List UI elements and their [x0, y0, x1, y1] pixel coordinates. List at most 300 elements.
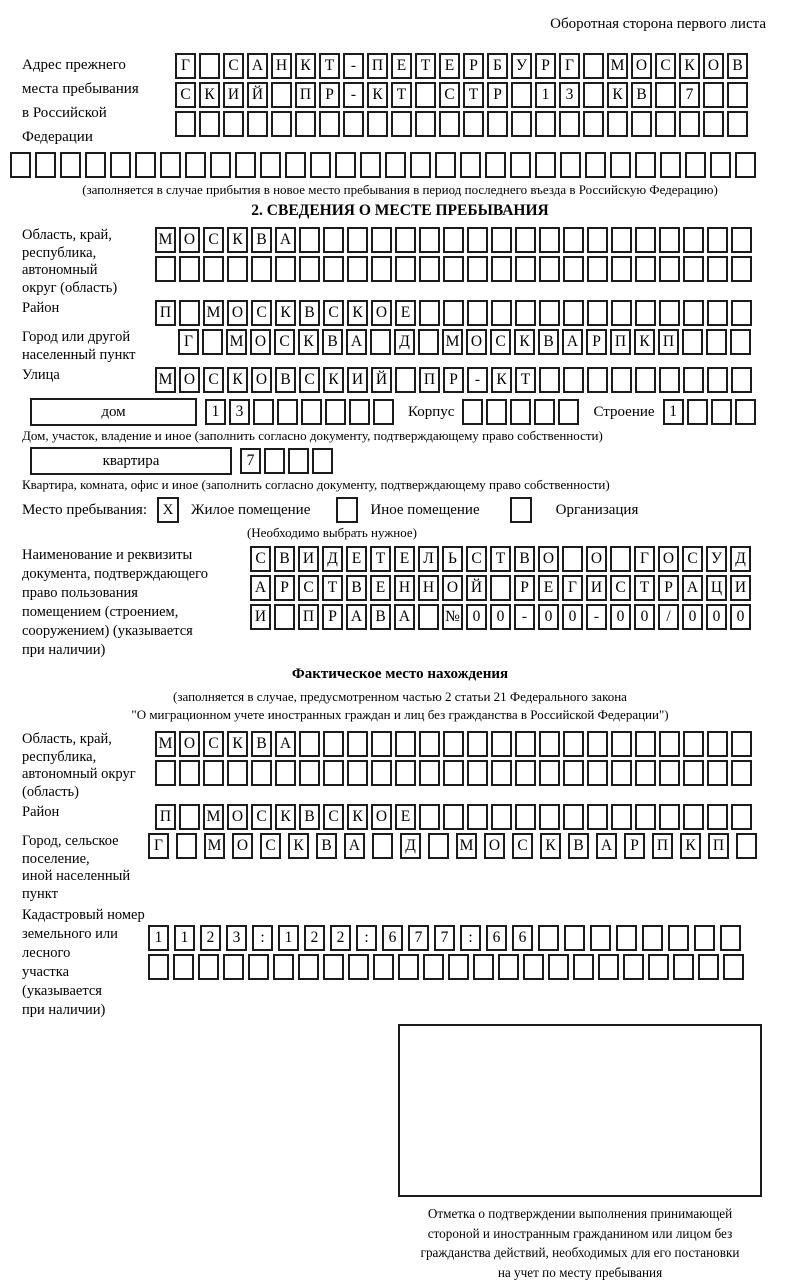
- char-cell[interactable]: [735, 152, 756, 178]
- char-cell[interactable]: [710, 152, 731, 178]
- char-cell[interactable]: [198, 954, 219, 980]
- char-cell[interactable]: /: [658, 604, 679, 630]
- char-cell[interactable]: С: [512, 833, 533, 859]
- char-cell[interactable]: [443, 227, 464, 253]
- char-cell[interactable]: [462, 399, 483, 425]
- char-cell[interactable]: Т: [370, 546, 391, 572]
- char-cell[interactable]: [731, 256, 752, 282]
- char-cell[interactable]: [247, 111, 268, 137]
- char-cell[interactable]: [548, 954, 569, 980]
- char-cell[interactable]: 1: [278, 925, 299, 951]
- char-cell[interactable]: [467, 804, 488, 830]
- char-cell[interactable]: Й: [466, 575, 487, 601]
- char-cell[interactable]: [515, 300, 536, 326]
- char-cell[interactable]: [323, 256, 344, 282]
- char-cell[interactable]: П: [652, 833, 673, 859]
- char-cell[interactable]: [539, 760, 560, 786]
- char-cell[interactable]: 1: [174, 925, 195, 951]
- char-cell[interactable]: [10, 152, 31, 178]
- char-cell[interactable]: [467, 256, 488, 282]
- char-cell[interactable]: [648, 954, 669, 980]
- char-cell[interactable]: [683, 804, 704, 830]
- other-premises-checkbox[interactable]: [336, 497, 358, 523]
- char-cell[interactable]: 3: [226, 925, 247, 951]
- char-cell[interactable]: [539, 731, 560, 757]
- char-cell[interactable]: [558, 399, 579, 425]
- char-cell[interactable]: [248, 954, 269, 980]
- char-cell[interactable]: [515, 804, 536, 830]
- char-cell[interactable]: А: [275, 731, 296, 757]
- char-cell[interactable]: В: [274, 546, 295, 572]
- char-cell[interactable]: Т: [490, 546, 511, 572]
- char-cell[interactable]: [659, 367, 680, 393]
- char-cell[interactable]: [419, 256, 440, 282]
- char-cell[interactable]: [467, 731, 488, 757]
- char-cell[interactable]: [418, 329, 439, 355]
- char-cell[interactable]: [373, 954, 394, 980]
- char-cell[interactable]: [563, 256, 584, 282]
- char-cell[interactable]: М: [204, 833, 225, 859]
- char-cell[interactable]: [370, 329, 391, 355]
- char-cell[interactable]: [731, 731, 752, 757]
- char-cell[interactable]: [731, 760, 752, 786]
- char-cell[interactable]: [371, 731, 392, 757]
- char-cell[interactable]: [323, 731, 344, 757]
- char-cell[interactable]: [539, 804, 560, 830]
- char-cell[interactable]: О: [586, 546, 607, 572]
- char-cell[interactable]: О: [484, 833, 505, 859]
- char-cell[interactable]: [491, 300, 512, 326]
- char-cell[interactable]: Н: [271, 53, 292, 79]
- char-cell[interactable]: [323, 760, 344, 786]
- char-cell[interactable]: [395, 367, 416, 393]
- char-cell[interactable]: 2: [200, 925, 221, 951]
- char-cell[interactable]: М: [203, 300, 224, 326]
- char-cell[interactable]: Р: [487, 82, 508, 108]
- char-cell[interactable]: [610, 152, 631, 178]
- char-cell[interactable]: К: [347, 804, 368, 830]
- char-cell[interactable]: [563, 367, 584, 393]
- char-cell[interactable]: С: [466, 546, 487, 572]
- char-cell[interactable]: [706, 329, 727, 355]
- char-cell[interactable]: [323, 954, 344, 980]
- organization-checkbox[interactable]: [510, 497, 532, 523]
- char-cell[interactable]: П: [298, 604, 319, 630]
- char-cell[interactable]: -: [467, 367, 488, 393]
- char-cell[interactable]: Н: [394, 575, 415, 601]
- char-cell[interactable]: 0: [490, 604, 511, 630]
- char-cell[interactable]: П: [610, 329, 631, 355]
- char-cell[interactable]: [299, 731, 320, 757]
- char-cell[interactable]: С: [299, 367, 320, 393]
- char-cell[interactable]: [371, 760, 392, 786]
- char-cell[interactable]: Д: [730, 546, 751, 572]
- char-cell[interactable]: [491, 760, 512, 786]
- char-cell[interactable]: К: [227, 731, 248, 757]
- char-cell[interactable]: К: [295, 53, 316, 79]
- char-cell[interactable]: [185, 152, 206, 178]
- char-cell[interactable]: К: [298, 329, 319, 355]
- char-cell[interactable]: [515, 760, 536, 786]
- char-cell[interactable]: [419, 227, 440, 253]
- char-cell[interactable]: [490, 575, 511, 601]
- char-cell[interactable]: В: [727, 53, 748, 79]
- char-cell[interactable]: [731, 804, 752, 830]
- char-cell[interactable]: [587, 804, 608, 830]
- char-cell[interactable]: Б: [487, 53, 508, 79]
- char-cell[interactable]: [563, 760, 584, 786]
- char-cell[interactable]: [463, 111, 484, 137]
- char-cell[interactable]: Л: [418, 546, 439, 572]
- char-cell[interactable]: С: [490, 329, 511, 355]
- char-cell[interactable]: [611, 227, 632, 253]
- char-cell[interactable]: [723, 954, 744, 980]
- char-cell[interactable]: А: [596, 833, 617, 859]
- char-cell[interactable]: [731, 367, 752, 393]
- char-cell[interactable]: [373, 399, 394, 425]
- char-cell[interactable]: [347, 760, 368, 786]
- char-cell[interactable]: Е: [346, 546, 367, 572]
- char-cell[interactable]: Г: [148, 833, 169, 859]
- char-cell[interactable]: [335, 152, 356, 178]
- char-cell[interactable]: [391, 111, 412, 137]
- char-cell[interactable]: -: [514, 604, 535, 630]
- char-cell[interactable]: [515, 256, 536, 282]
- char-cell[interactable]: [203, 760, 224, 786]
- char-cell[interactable]: [673, 954, 694, 980]
- char-cell[interactable]: [587, 300, 608, 326]
- char-cell[interactable]: Р: [463, 53, 484, 79]
- char-cell[interactable]: К: [607, 82, 628, 108]
- char-cell[interactable]: [419, 731, 440, 757]
- char-cell[interactable]: Е: [395, 804, 416, 830]
- char-cell[interactable]: [487, 111, 508, 137]
- char-cell[interactable]: А: [346, 329, 367, 355]
- char-cell[interactable]: [203, 256, 224, 282]
- char-cell[interactable]: О: [538, 546, 559, 572]
- char-cell[interactable]: [711, 399, 732, 425]
- char-cell[interactable]: К: [275, 804, 296, 830]
- char-cell[interactable]: [398, 954, 419, 980]
- char-cell[interactable]: О: [179, 367, 200, 393]
- char-cell[interactable]: [299, 256, 320, 282]
- char-cell[interactable]: №: [442, 604, 463, 630]
- char-cell[interactable]: [679, 111, 700, 137]
- char-cell[interactable]: [659, 804, 680, 830]
- char-cell[interactable]: Т: [463, 82, 484, 108]
- char-cell[interactable]: [347, 227, 368, 253]
- char-cell[interactable]: 3: [559, 82, 580, 108]
- char-cell[interactable]: [510, 399, 531, 425]
- char-cell[interactable]: [410, 152, 431, 178]
- char-cell[interactable]: В: [299, 804, 320, 830]
- char-cell[interactable]: [659, 731, 680, 757]
- char-cell[interactable]: И: [347, 367, 368, 393]
- char-cell[interactable]: [611, 760, 632, 786]
- char-cell[interactable]: С: [223, 53, 244, 79]
- char-cell[interactable]: О: [179, 227, 200, 253]
- char-cell[interactable]: О: [227, 804, 248, 830]
- char-cell[interactable]: [642, 925, 663, 951]
- char-cell[interactable]: [347, 256, 368, 282]
- char-cell[interactable]: [560, 152, 581, 178]
- char-cell[interactable]: [590, 925, 611, 951]
- char-cell[interactable]: [510, 152, 531, 178]
- char-cell[interactable]: С: [323, 300, 344, 326]
- char-cell[interactable]: Н: [418, 575, 439, 601]
- char-cell[interactable]: [707, 804, 728, 830]
- char-cell[interactable]: П: [658, 329, 679, 355]
- char-cell[interactable]: С: [682, 546, 703, 572]
- char-cell[interactable]: 6: [512, 925, 533, 951]
- char-cell[interactable]: О: [631, 53, 652, 79]
- char-cell[interactable]: [515, 731, 536, 757]
- char-cell[interactable]: [288, 448, 309, 474]
- char-cell[interactable]: [223, 954, 244, 980]
- char-cell[interactable]: В: [275, 367, 296, 393]
- char-cell[interactable]: [179, 300, 200, 326]
- char-cell[interactable]: Т: [322, 575, 343, 601]
- char-cell[interactable]: М: [607, 53, 628, 79]
- char-cell[interactable]: [583, 111, 604, 137]
- char-cell[interactable]: [683, 256, 704, 282]
- char-cell[interactable]: [271, 111, 292, 137]
- char-cell[interactable]: [110, 152, 131, 178]
- char-cell[interactable]: [703, 111, 724, 137]
- char-cell[interactable]: М: [155, 227, 176, 253]
- char-cell[interactable]: К: [367, 82, 388, 108]
- char-cell[interactable]: [631, 111, 652, 137]
- char-cell[interactable]: 0: [706, 604, 727, 630]
- char-cell[interactable]: В: [346, 575, 367, 601]
- char-cell[interactable]: В: [538, 329, 559, 355]
- char-cell[interactable]: У: [511, 53, 532, 79]
- char-cell[interactable]: [271, 82, 292, 108]
- char-cell[interactable]: [277, 399, 298, 425]
- char-cell[interactable]: [694, 925, 715, 951]
- char-cell[interactable]: [301, 399, 322, 425]
- char-cell[interactable]: [539, 256, 560, 282]
- char-cell[interactable]: П: [367, 53, 388, 79]
- char-cell[interactable]: К: [491, 367, 512, 393]
- char-cell[interactable]: [367, 111, 388, 137]
- char-cell[interactable]: [585, 152, 606, 178]
- char-cell[interactable]: [611, 367, 632, 393]
- char-cell[interactable]: 7: [240, 448, 261, 474]
- char-cell[interactable]: Р: [624, 833, 645, 859]
- char-cell[interactable]: 1: [663, 399, 684, 425]
- char-cell[interactable]: [583, 82, 604, 108]
- char-cell[interactable]: [227, 256, 248, 282]
- char-cell[interactable]: [418, 604, 439, 630]
- char-cell[interactable]: [720, 925, 741, 951]
- char-cell[interactable]: Е: [391, 53, 412, 79]
- char-cell[interactable]: [251, 760, 272, 786]
- char-cell[interactable]: А: [247, 53, 268, 79]
- char-cell[interactable]: [285, 152, 306, 178]
- char-cell[interactable]: О: [371, 300, 392, 326]
- char-cell[interactable]: [659, 300, 680, 326]
- char-cell[interactable]: [428, 833, 449, 859]
- char-cell[interactable]: [467, 300, 488, 326]
- char-cell[interactable]: [707, 367, 728, 393]
- char-cell[interactable]: П: [155, 300, 176, 326]
- char-cell[interactable]: Г: [559, 53, 580, 79]
- char-cell[interactable]: Р: [658, 575, 679, 601]
- char-cell[interactable]: [655, 82, 676, 108]
- char-cell[interactable]: Г: [562, 575, 583, 601]
- char-cell[interactable]: [439, 111, 460, 137]
- char-cell[interactable]: А: [562, 329, 583, 355]
- char-cell[interactable]: [443, 804, 464, 830]
- char-cell[interactable]: [275, 760, 296, 786]
- char-cell[interactable]: [253, 399, 274, 425]
- char-cell[interactable]: [260, 152, 281, 178]
- char-cell[interactable]: :: [356, 925, 377, 951]
- char-cell[interactable]: [360, 152, 381, 178]
- char-cell[interactable]: Е: [370, 575, 391, 601]
- char-cell[interactable]: -: [343, 82, 364, 108]
- char-cell[interactable]: :: [460, 925, 481, 951]
- char-cell[interactable]: Ц: [706, 575, 727, 601]
- char-cell[interactable]: [264, 448, 285, 474]
- char-cell[interactable]: П: [708, 833, 729, 859]
- char-cell[interactable]: [660, 152, 681, 178]
- char-cell[interactable]: 0: [466, 604, 487, 630]
- char-cell[interactable]: С: [655, 53, 676, 79]
- char-cell[interactable]: [635, 227, 656, 253]
- char-cell[interactable]: [731, 227, 752, 253]
- char-cell[interactable]: [635, 367, 656, 393]
- char-cell[interactable]: [443, 256, 464, 282]
- char-cell[interactable]: [135, 152, 156, 178]
- char-cell[interactable]: [486, 399, 507, 425]
- char-cell[interactable]: В: [299, 300, 320, 326]
- char-cell[interactable]: 7: [434, 925, 455, 951]
- char-cell[interactable]: [611, 731, 632, 757]
- char-cell[interactable]: В: [370, 604, 391, 630]
- char-cell[interactable]: К: [227, 367, 248, 393]
- char-cell[interactable]: П: [155, 804, 176, 830]
- char-cell[interactable]: М: [442, 329, 463, 355]
- char-cell[interactable]: В: [514, 546, 535, 572]
- char-cell[interactable]: [563, 227, 584, 253]
- char-cell[interactable]: Р: [319, 82, 340, 108]
- char-cell[interactable]: [635, 152, 656, 178]
- char-cell[interactable]: [685, 152, 706, 178]
- char-cell[interactable]: Р: [535, 53, 556, 79]
- char-cell[interactable]: [587, 731, 608, 757]
- char-cell[interactable]: [467, 227, 488, 253]
- char-cell[interactable]: С: [175, 82, 196, 108]
- char-cell[interactable]: [491, 804, 512, 830]
- char-cell[interactable]: М: [155, 367, 176, 393]
- char-cell[interactable]: [707, 227, 728, 253]
- char-cell[interactable]: [491, 256, 512, 282]
- char-cell[interactable]: Г: [178, 329, 199, 355]
- char-cell[interactable]: [707, 256, 728, 282]
- char-cell[interactable]: О: [442, 575, 463, 601]
- char-cell[interactable]: Р: [274, 575, 295, 601]
- char-cell[interactable]: К: [680, 833, 701, 859]
- char-cell[interactable]: [534, 399, 555, 425]
- char-cell[interactable]: К: [347, 300, 368, 326]
- char-cell[interactable]: [460, 152, 481, 178]
- char-cell[interactable]: 2: [330, 925, 351, 951]
- char-cell[interactable]: [148, 954, 169, 980]
- char-cell[interactable]: П: [419, 367, 440, 393]
- char-cell[interactable]: [687, 399, 708, 425]
- char-cell[interactable]: [419, 300, 440, 326]
- char-cell[interactable]: О: [703, 53, 724, 79]
- char-cell[interactable]: [731, 300, 752, 326]
- char-cell[interactable]: В: [631, 82, 652, 108]
- char-cell[interactable]: 6: [382, 925, 403, 951]
- char-cell[interactable]: 2: [304, 925, 325, 951]
- char-cell[interactable]: К: [288, 833, 309, 859]
- char-cell[interactable]: В: [322, 329, 343, 355]
- char-cell[interactable]: [473, 954, 494, 980]
- char-cell[interactable]: [443, 300, 464, 326]
- char-cell[interactable]: [371, 256, 392, 282]
- char-cell[interactable]: Е: [538, 575, 559, 601]
- char-cell[interactable]: [372, 833, 393, 859]
- char-cell[interactable]: О: [658, 546, 679, 572]
- char-cell[interactable]: [683, 731, 704, 757]
- char-cell[interactable]: М: [155, 731, 176, 757]
- char-cell[interactable]: [498, 954, 519, 980]
- char-cell[interactable]: [727, 111, 748, 137]
- char-cell[interactable]: [735, 399, 756, 425]
- char-cell[interactable]: [299, 227, 320, 253]
- char-cell[interactable]: [491, 227, 512, 253]
- char-cell[interactable]: [347, 731, 368, 757]
- char-cell[interactable]: [635, 256, 656, 282]
- char-cell[interactable]: 0: [682, 604, 703, 630]
- char-cell[interactable]: [562, 546, 583, 572]
- char-cell[interactable]: Ь: [442, 546, 463, 572]
- char-cell[interactable]: [274, 604, 295, 630]
- char-cell[interactable]: [202, 329, 223, 355]
- char-cell[interactable]: [227, 760, 248, 786]
- char-cell[interactable]: [443, 731, 464, 757]
- char-cell[interactable]: И: [223, 82, 244, 108]
- char-cell[interactable]: [659, 256, 680, 282]
- char-cell[interactable]: [85, 152, 106, 178]
- char-cell[interactable]: [707, 760, 728, 786]
- char-cell[interactable]: [348, 954, 369, 980]
- char-cell[interactable]: Е: [394, 546, 415, 572]
- char-cell[interactable]: [523, 954, 544, 980]
- char-cell[interactable]: [635, 731, 656, 757]
- char-cell[interactable]: [467, 760, 488, 786]
- char-cell[interactable]: [349, 399, 370, 425]
- char-cell[interactable]: [655, 111, 676, 137]
- char-cell[interactable]: 7: [679, 82, 700, 108]
- char-cell[interactable]: 1: [535, 82, 556, 108]
- char-cell[interactable]: Й: [371, 367, 392, 393]
- char-cell[interactable]: П: [295, 82, 316, 108]
- char-cell[interactable]: [199, 53, 220, 79]
- char-cell[interactable]: К: [227, 227, 248, 253]
- char-cell[interactable]: К: [514, 329, 535, 355]
- char-cell[interactable]: О: [179, 731, 200, 757]
- char-cell[interactable]: В: [316, 833, 337, 859]
- char-cell[interactable]: [223, 111, 244, 137]
- char-cell[interactable]: Т: [391, 82, 412, 108]
- char-cell[interactable]: [683, 760, 704, 786]
- char-cell[interactable]: Е: [395, 300, 416, 326]
